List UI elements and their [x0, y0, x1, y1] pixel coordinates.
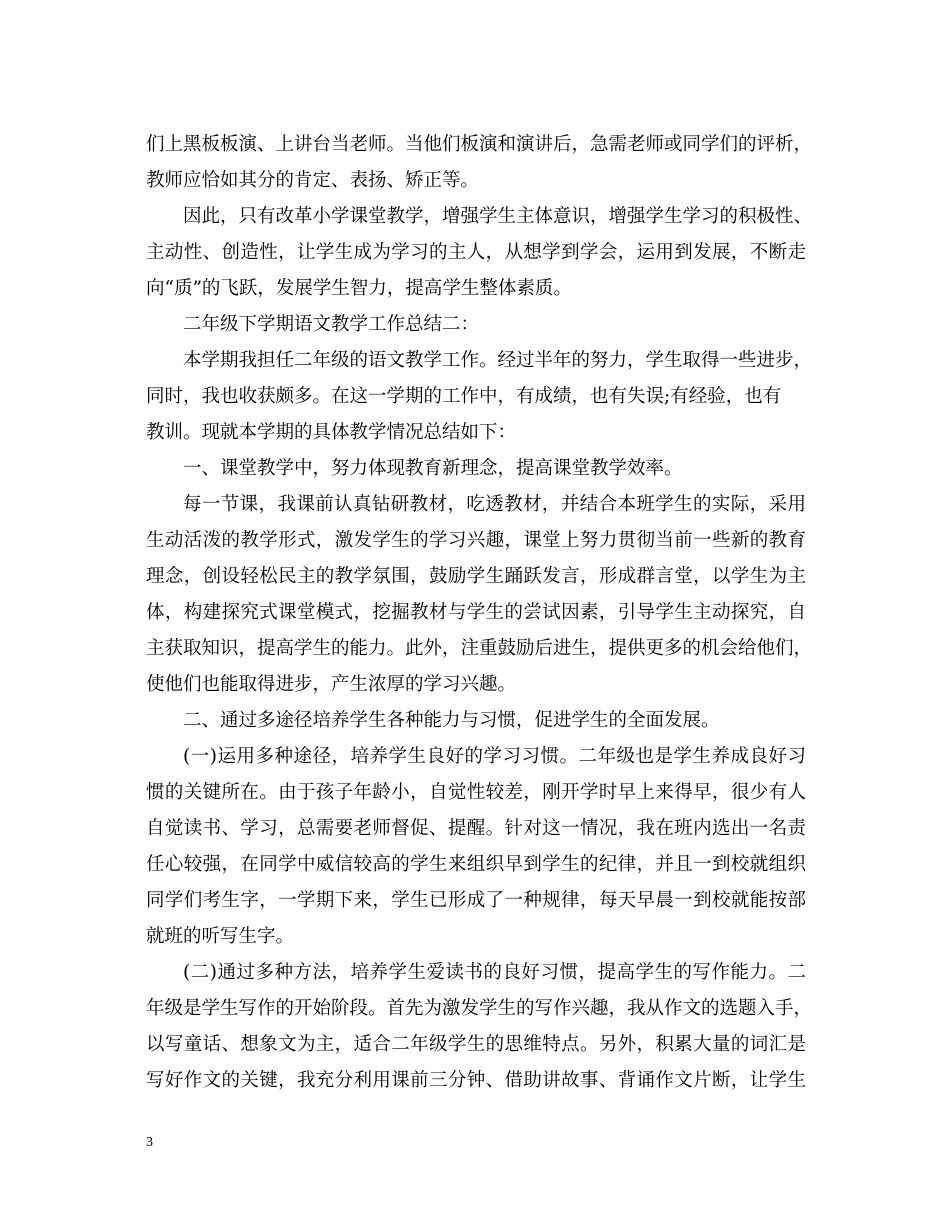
text-line: 惯的关键所在。由于孩子年龄小，自觉性较差，刚开学时早上来得早，很少有人 [146, 782, 806, 803]
text-line: 体，构建探究式课堂模式，挖掘教材与学生的尝试因素，引导学生主动探究，自 [146, 602, 806, 623]
text-line: (二)通过多种方法，培养学生爱读书的良好习惯，提高学生的写作能力。二 [183, 962, 806, 983]
text-line: 写好作文的关键，我充分利用课前三分钟、借助讲故事、背诵作文片断，让学生 [146, 1070, 806, 1091]
text-line: 年级是学生写作的开始阶段。首先为激发学生的写作兴趣，我从作文的选题入手， [146, 998, 813, 1019]
text-line: 主动性、创造性，让学生成为学习的主人，从想学到学会，运用到发展，不断走 [146, 242, 806, 263]
text-line: 任心较强，在同学中威信较高的学生来组织早到学生的纪律，并且一到校就组织 [146, 854, 806, 875]
text-line: 生动活泼的教学形式，激发学生的学习兴趣，课堂上努力贯彻当前一些新的教育 [146, 530, 806, 551]
text-line: 教训。现就本学期的具体教学情况总结如下： [146, 422, 517, 443]
text-line: 教师应恰如其分的肯定、表扬、矫正等。 [146, 170, 480, 191]
text-line: 同时，我也收获颇多。在这一学期的工作中，有成绩，也有失误;有经验，也有 [146, 386, 782, 407]
text-line: 因此，只有改革小学课堂教学，增强学生主体意识，增强学生学习的积极性、 [183, 206, 813, 227]
text-line: 向“质”的飞跃，发展学生智力，提高学生整体素质。 [146, 278, 572, 299]
text-line: 以写童话、想象文为主，适合二年级学生的思维特点。另外，积累大量的词汇是 [146, 1034, 806, 1055]
text-line: 自觉读书、学习，总需要老师督促、提醒。针对这一情况，我在班内选出一名责 [146, 818, 806, 839]
text-line: 每一节课，我课前认真钻研教材，吃透教材，并结合本班学生的实际，采用 [183, 494, 806, 515]
text-line: 使他们也能取得进步，产生浓厚的学习兴趣。 [146, 674, 517, 695]
text-line: 二年级下学期语文教学工作总结二： [183, 314, 480, 335]
text-line: (一)运用多种途径，培养学生良好的学习习惯。二年级也是学生养成良好习 [183, 746, 806, 767]
text-line: 主获取知识，提高学生的能力。此外，注重鼓励后进生，提供更多的机会给他们， [146, 638, 813, 659]
text-line: 本学期我担任二年级的语文教学工作。经过半年的努力，学生取得一些进步， [183, 350, 813, 371]
text-line: 理念，创设轻松民主的教学氛围，鼓励学生踊跃发言，形成群言堂，以学生为主 [146, 566, 806, 587]
text-line: 一、课堂教学中，努力体现教育新理念，提高课堂教学效率。 [183, 458, 683, 479]
text-line: 们上黑板板演、上讲台当老师。当他们板演和演讲后，急需老师或同学们的评析， [146, 134, 813, 155]
body-text [146, 127, 813, 1099]
text-line: 同学们考生字，一学期下来，学生已形成了一种规律，每天早晨一到校就能按部 [146, 890, 806, 911]
text-line: 就班的听写生字。 [146, 926, 295, 947]
text-line: 二、通过多途径培养学生各种能力与习惯，促进学生的全面发展。 [183, 710, 720, 731]
page-number: 3 [146, 1135, 153, 1150]
